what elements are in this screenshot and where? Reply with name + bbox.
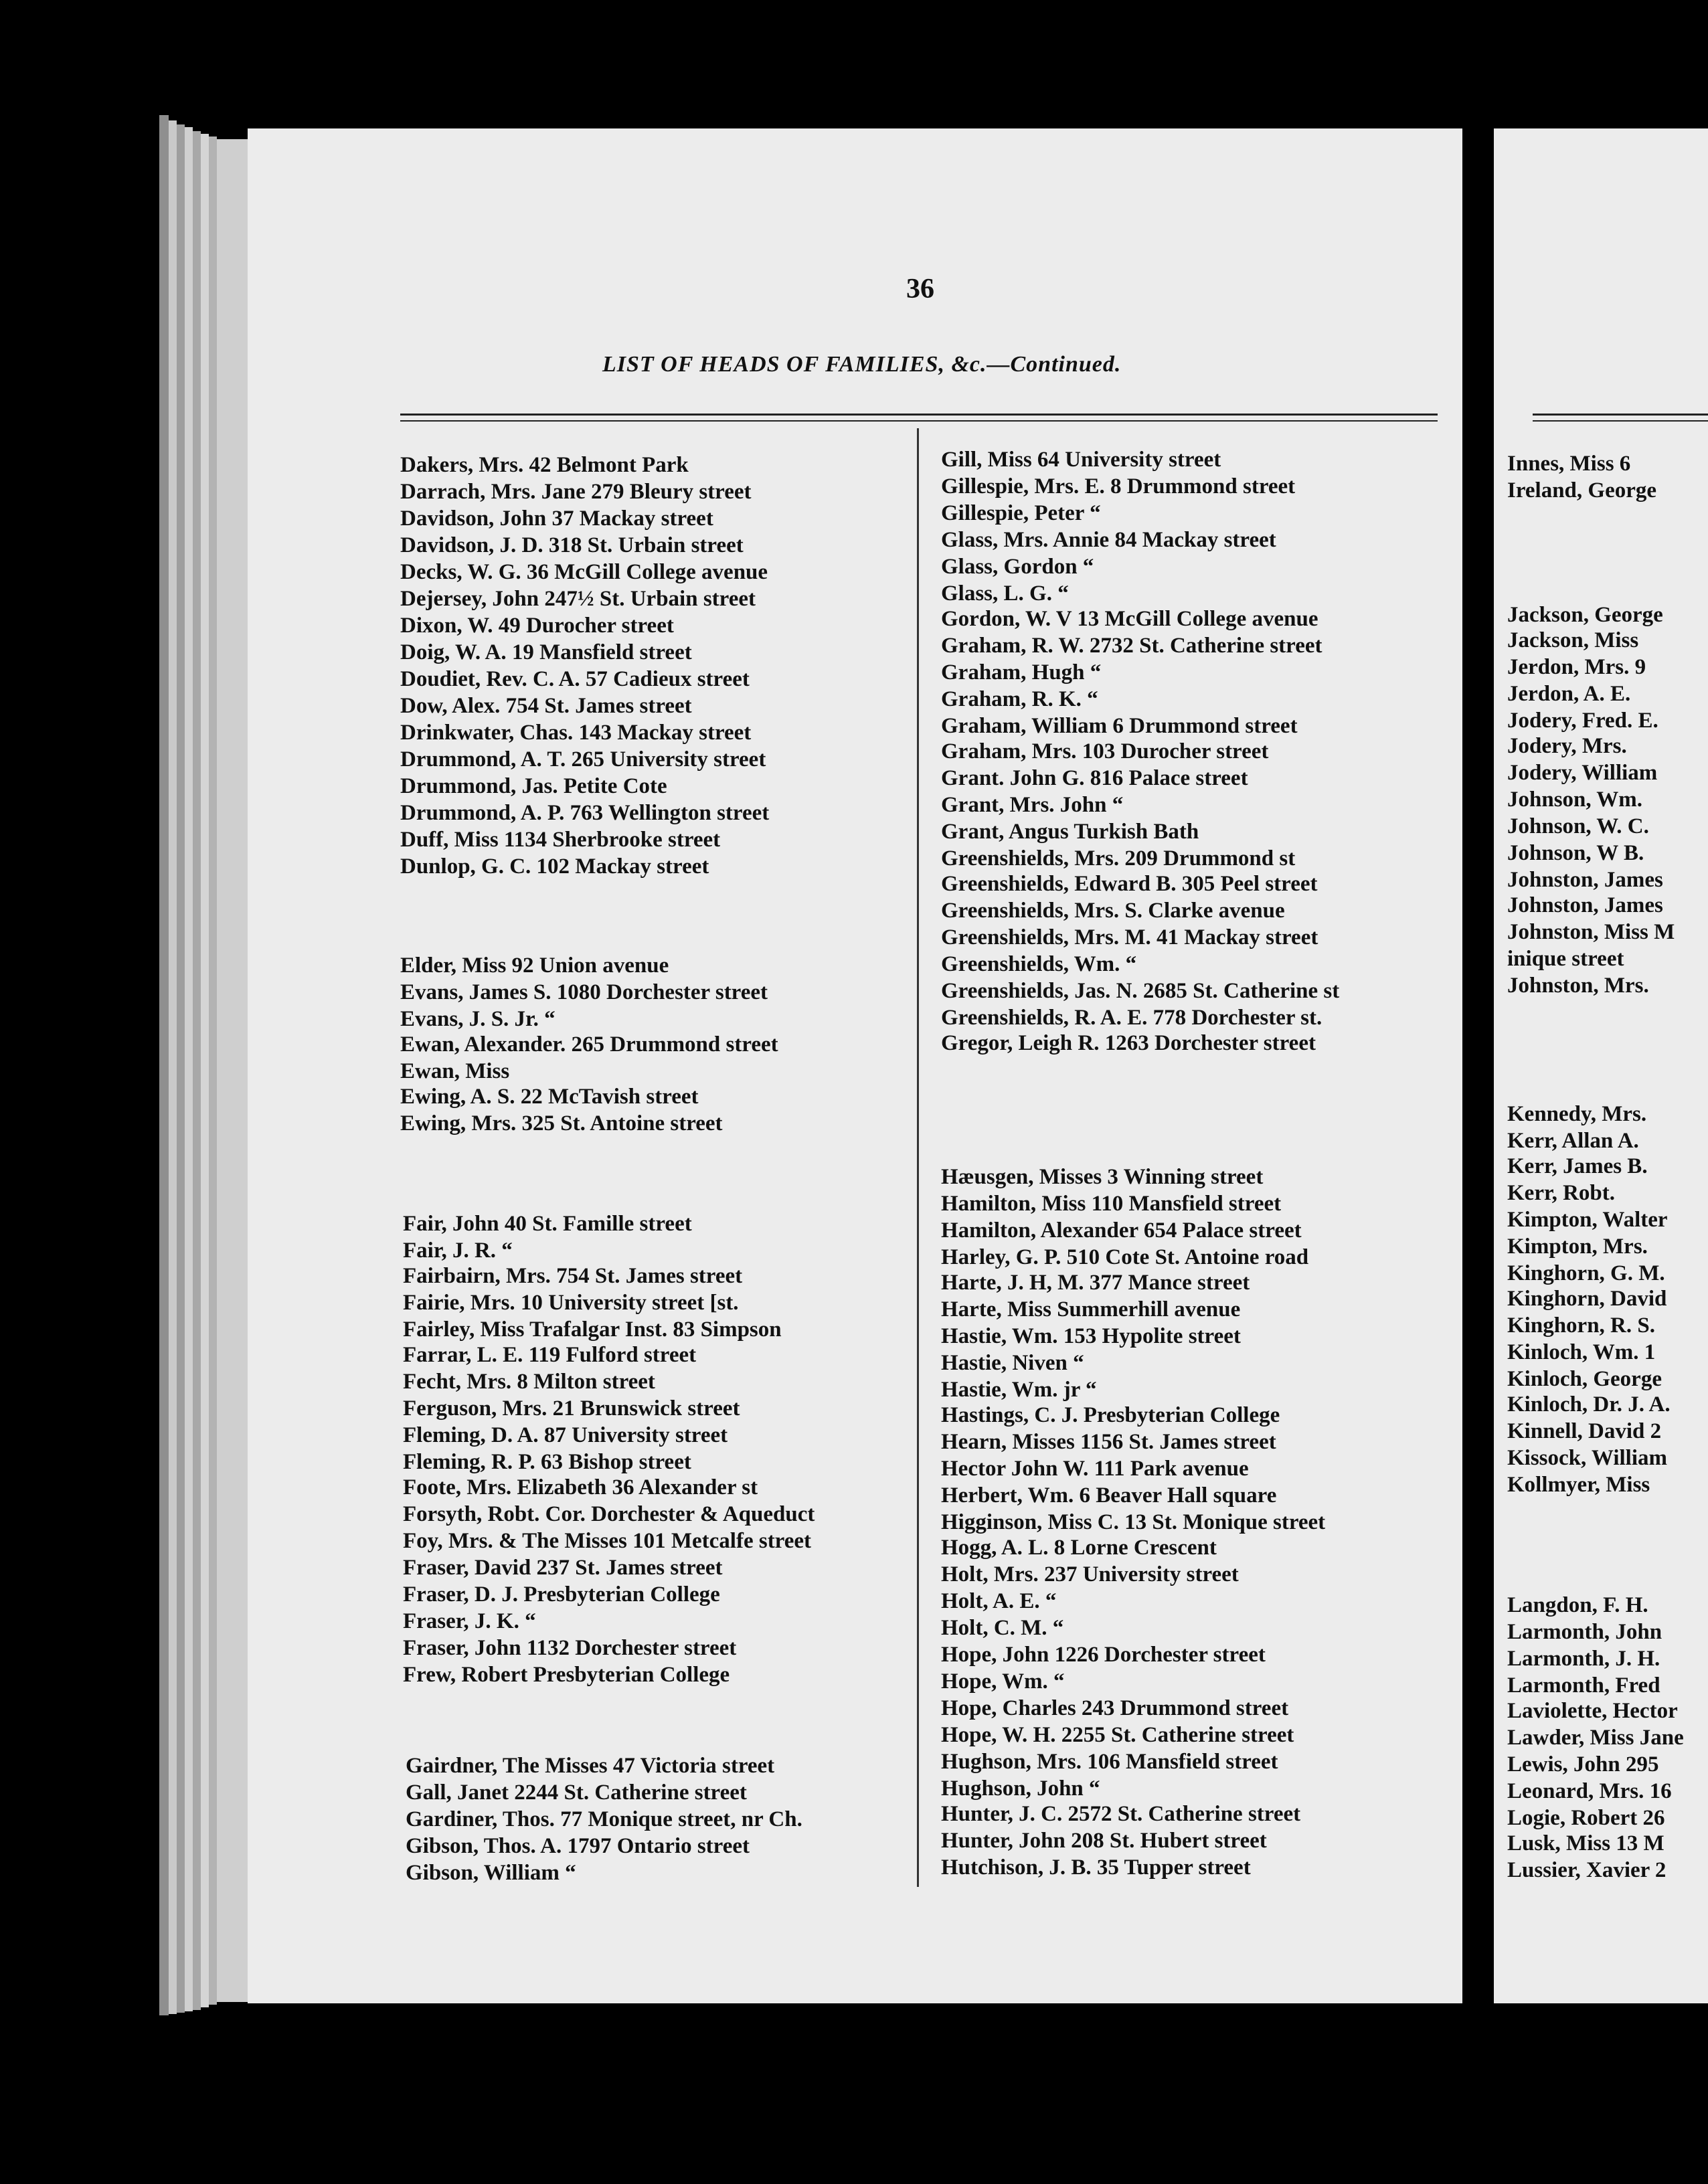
directory-entry: Kerr, Allan A.: [1507, 1129, 1639, 1153]
directory-entry: Dow, Alex. 754 St. James street: [400, 694, 692, 718]
directory-entry: Hughson, Mrs. 106 Mansfield street: [941, 1750, 1278, 1774]
directory-entry: Greenshields, Mrs. S. Clarke avenue: [941, 899, 1285, 923]
book-edge: [201, 134, 209, 2007]
directory-entry: Hogg, A. L. 8 Lorne Crescent: [941, 1536, 1217, 1560]
directory-entry: Frew, Robert Presbyterian College: [403, 1663, 730, 1687]
directory-entry: Jodery, Fred. E.: [1507, 709, 1658, 733]
directory-entry: Graham, William 6 Drummond street: [941, 714, 1298, 738]
directory-entry: Lusk, Miss 13 M: [1507, 1831, 1664, 1855]
directory-entry: Holt, A. E. “: [941, 1589, 1057, 1613]
directory-entry: Jodery, Mrs.: [1507, 734, 1627, 758]
page-number: 36: [906, 274, 934, 304]
directory-entry: Ferguson, Mrs. 21 Brunswick street: [403, 1396, 740, 1421]
directory-entry: Johnston, James: [1507, 893, 1663, 917]
directory-entry: Johnson, W. C.: [1507, 814, 1649, 838]
directory-entry: Ewing, Mrs. 325 St. Antoine street: [400, 1111, 723, 1135]
directory-entry: Fraser, J. K. “: [403, 1609, 536, 1633]
directory-entry: Ewing, A. S. 22 McTavish street: [400, 1085, 699, 1109]
directory-entry: Hunter, John 208 St. Hubert street: [941, 1829, 1267, 1853]
directory-entry: Gordon, W. V 13 McGill College avenue: [941, 607, 1318, 631]
directory-entry: Hastings, C. J. Presbyterian College: [941, 1403, 1280, 1427]
directory-entry: Fairbairn, Mrs. 754 St. James street: [403, 1264, 743, 1288]
book-edge: [217, 139, 248, 2002]
directory-entry: Fairie, Mrs. 10 University street [st.: [403, 1291, 739, 1315]
directory-entry: Fair, J. R. “: [403, 1239, 513, 1263]
directory-entry: Darrach, Mrs. Jane 279 Bleury street: [400, 480, 752, 504]
directory-entry: Johnson, Wm.: [1507, 788, 1643, 812]
directory-entry: Kerr, Robt.: [1507, 1181, 1616, 1205]
directory-entry: Greenshields, R. A. E. 778 Dorchester st.: [941, 1006, 1322, 1030]
directory-entry: Lussier, Xavier 2: [1507, 1858, 1667, 1882]
directory-entry: Greenshields, Mrs. M. 41 Mackay street: [941, 925, 1318, 949]
directory-entry: Gillespie, Mrs. E. 8 Drummond street: [941, 474, 1296, 498]
directory-entry: Evans, J. S. Jr. “: [400, 1007, 556, 1031]
directory-entry: Fairley, Miss Trafalgar Inst. 83 Simpson: [403, 1317, 782, 1342]
directory-entry: Foote, Mrs. Elizabeth 36 Alexander st: [403, 1475, 758, 1499]
directory-entry: Farrar, L. E. 119 Fulford street: [403, 1343, 697, 1367]
directory-entry: Dejersey, John 247½ St. Urbain street: [400, 587, 756, 611]
directory-entry: Larmonth, Fred: [1507, 1673, 1660, 1698]
directory-entry: Gregor, Leigh R. 1263 Dorchester street: [941, 1031, 1316, 1055]
directory-entry: Greenshields, Jas. N. 2685 St. Catherine st: [941, 979, 1340, 1003]
directory-entry: Johnston, Miss M: [1507, 920, 1675, 944]
directory-entry: Hope, Charles 243 Drummond street: [941, 1696, 1289, 1720]
directory-entry: Fraser, D. J. Presbyterian College: [403, 1582, 720, 1607]
directory-entry: Kinghorn, G. M.: [1507, 1261, 1665, 1285]
directory-entry: Kimpton, Mrs.: [1507, 1235, 1648, 1259]
directory-entry: Drinkwater, Chas. 143 Mackay street: [400, 721, 752, 745]
directory-entry: Grant, Angus Turkish Bath: [941, 820, 1199, 844]
directory-entry: Jodery, William: [1507, 761, 1658, 785]
directory-entry: Fraser, David 237 St. James street: [403, 1556, 723, 1580]
running-header: LIST OF HEADS OF FAMILIES, &c.—Continued.: [602, 352, 1122, 377]
directory-entry: Kissock, William: [1507, 1446, 1667, 1470]
directory-entry: Fraser, John 1132 Dorchester street: [403, 1636, 737, 1660]
directory-entry: Forsyth, Robt. Cor. Dorchester & Aqueduct: [403, 1502, 815, 1526]
directory-entry: Greenshields, Wm. “: [941, 952, 1137, 976]
directory-entry: Greenshields, Mrs. 209 Drummond st: [941, 846, 1296, 871]
directory-entry: Fleming, R. P. 63 Bishop street: [403, 1450, 691, 1474]
directory-entry: Elder, Miss 92 Union avenue: [400, 953, 669, 978]
directory-entry: Kollmyer, Miss: [1507, 1473, 1650, 1497]
directory-entry: Graham, R. K. “: [941, 687, 1098, 711]
directory-entry: Johnston, James: [1507, 868, 1663, 892]
directory-entry: Fleming, D. A. 87 University street: [403, 1423, 728, 1447]
directory-entry: Dunlop, G. C. 102 Mackay street: [400, 854, 709, 879]
directory-entry: Johnston, Mrs.: [1507, 974, 1649, 998]
directory-entry: Hutchison, J. B. 35 Tupper street: [941, 1855, 1251, 1880]
book-edge: [177, 124, 185, 2013]
book-edge: [159, 115, 169, 2015]
directory-entry: Grant. John G. 816 Palace street: [941, 766, 1248, 790]
directory-entry: Hæusgen, Misses 3 Winning street: [941, 1165, 1264, 1189]
book-edge: [185, 127, 193, 2011]
header-rule: [400, 420, 1438, 422]
directory-entry: Gill, Miss 64 University street: [941, 448, 1221, 472]
directory-entry: Holt, C. M. “: [941, 1616, 1064, 1640]
directory-entry: Decks, W. G. 36 McGill College avenue: [400, 560, 768, 584]
directory-entry: Glass, Mrs. Annie 84 Mackay street: [941, 528, 1276, 552]
directory-entry: Harley, G. P. 510 Cote St. Antoine road: [941, 1245, 1309, 1269]
directory-entry: Gibson, William “: [406, 1861, 576, 1885]
directory-entry: Hope, Wm. “: [941, 1669, 1065, 1694]
book-edge: [169, 120, 177, 2014]
directory-entry: Kinloch, Wm. 1: [1507, 1340, 1656, 1364]
directory-entry: Jerdon, Mrs. 9: [1507, 655, 1646, 679]
directory-entry: Gall, Janet 2244 St. Catherine street: [406, 1781, 747, 1805]
directory-entry: Drummond, Jas. Petite Cote: [400, 774, 667, 798]
directory-entry: Leonard, Mrs. 16: [1507, 1779, 1672, 1803]
directory-entry: Dixon, W. 49 Durocher street: [400, 614, 674, 638]
directory-entry: Johnson, W B.: [1507, 841, 1644, 865]
directory-entry: Duff, Miss 1134 Sherbrooke street: [400, 828, 721, 852]
directory-entry: Kinnell, David 2: [1507, 1419, 1662, 1443]
directory-entry: Hunter, J. C. 2572 St. Catherine street: [941, 1802, 1301, 1826]
directory-entry: Gillespie, Peter “: [941, 501, 1101, 525]
directory-entry: Glass, L. G. “: [941, 581, 1069, 606]
directory-entry: Kinghorn, David: [1507, 1287, 1667, 1311]
directory-entry: Hamilton, Miss 110 Mansfield street: [941, 1192, 1282, 1216]
directory-entry: Ewan, Miss: [400, 1059, 510, 1083]
directory-entry: Drummond, A. T. 265 University street: [400, 747, 766, 771]
directory-entry: Larmonth, J. H.: [1507, 1647, 1660, 1671]
directory-entry: Doig, W. A. 19 Mansfield street: [400, 640, 692, 664]
directory-entry: Drummond, A. P. 763 Wellington street: [400, 801, 770, 825]
directory-entry: Langdon, F. H.: [1507, 1593, 1648, 1617]
directory-entry: Logie, Robert 26: [1507, 1806, 1665, 1830]
directory-entry: Graham, Mrs. 103 Durocher street: [941, 739, 1269, 763]
directory-entry: Evans, James S. 1080 Dorchester street: [400, 980, 768, 1004]
directory-entry: Hearn, Misses 1156 St. James street: [941, 1430, 1276, 1454]
directory-entry: Hope, John 1226 Dorchester street: [941, 1643, 1266, 1667]
directory-entry: inique street: [1507, 947, 1624, 971]
directory-entry: Herbert, Wm. 6 Beaver Hall square: [941, 1483, 1277, 1508]
directory-entry: Kennedy, Mrs.: [1507, 1102, 1647, 1126]
directory-entry: Graham, Hugh “: [941, 660, 1102, 685]
directory-entry: Foy, Mrs. & The Misses 101 Metcalfe street: [403, 1529, 812, 1553]
directory-entry: Kimpton, Walter: [1507, 1208, 1668, 1232]
directory-entry: Holt, Mrs. 237 University street: [941, 1562, 1239, 1586]
directory-entry: Hastie, Niven “: [941, 1351, 1084, 1375]
directory-entry: Davidson, J. D. 318 St. Urbain street: [400, 533, 744, 557]
directory-entry: Lewis, John 295: [1507, 1752, 1659, 1777]
directory-entry: Graham, R. W. 2732 St. Catherine street: [941, 634, 1322, 658]
directory-entry: Lawder, Miss Jane: [1507, 1726, 1684, 1750]
book-edge: [193, 131, 201, 2010]
directory-entry: Harte, J. H, M. 377 Mance street: [941, 1271, 1250, 1295]
directory-entry: Davidson, John 37 Mackay street: [400, 507, 713, 531]
directory-entry: Larmonth, John: [1507, 1620, 1662, 1644]
book-edge: [209, 136, 217, 2005]
directory-entry: Innes, Miss 6: [1507, 452, 1631, 476]
directory-entry: Hope, W. H. 2255 St. Catherine street: [941, 1723, 1294, 1747]
directory-entry: Jackson, Miss: [1507, 628, 1639, 652]
directory-entry: Laviolette, Hector: [1507, 1699, 1678, 1723]
directory-entry: Gardiner, Thos. 77 Monique street, nr Ch.: [406, 1807, 802, 1831]
directory-entry: Glass, Gordon “: [941, 555, 1094, 579]
directory-entry: Ewan, Alexander. 265 Drummond street: [400, 1032, 778, 1057]
directory-entry: Kinloch, George: [1507, 1367, 1662, 1391]
directory-entry: Harte, Miss Summerhill avenue: [941, 1297, 1241, 1322]
directory-entry: Dakers, Mrs. 42 Belmont Park: [400, 453, 689, 477]
directory-entry: Jerdon, A. E.: [1507, 682, 1631, 706]
directory-entry: Kinloch, Dr. J. A.: [1507, 1392, 1671, 1417]
directory-entry: Greenshields, Edward B. 305 Peel street: [941, 872, 1318, 896]
directory-entry: Hector John W. 111 Park avenue: [941, 1457, 1249, 1481]
directory-entry: Hughson, John “: [941, 1777, 1100, 1801]
directory-entry: Higginson, Miss C. 13 St. Monique street: [941, 1510, 1326, 1534]
directory-entry: Fair, John 40 St. Famille street: [403, 1212, 692, 1236]
directory-entry: Hastie, Wm. jr “: [941, 1378, 1097, 1402]
directory-entry: Fecht, Mrs. 8 Milton street: [403, 1370, 655, 1394]
directory-entry: Grant, Mrs. John “: [941, 793, 1124, 817]
column-divider: [917, 428, 919, 1887]
header-rule: [400, 414, 1438, 416]
directory-entry: Hastie, Wm. 153 Hypolite street: [941, 1324, 1241, 1348]
directory-entry: Jackson, George: [1507, 603, 1663, 627]
directory-entry: Doudiet, Rev. C. A. 57 Cadieux street: [400, 667, 750, 691]
header-rule-next-page: [1533, 420, 1708, 422]
directory-entry: Hamilton, Alexander 654 Palace street: [941, 1218, 1302, 1243]
directory-entry: Gibson, Thos. A. 1797 Ontario street: [406, 1834, 750, 1858]
header-rule-next-page: [1533, 414, 1708, 416]
directory-entry: Ireland, George: [1507, 478, 1657, 503]
directory-entry: Gairdner, The Misses 47 Victoria street: [406, 1754, 775, 1778]
directory-entry: Kerr, James B.: [1507, 1154, 1648, 1178]
directory-entry: Kinghorn, R. S.: [1507, 1313, 1655, 1338]
